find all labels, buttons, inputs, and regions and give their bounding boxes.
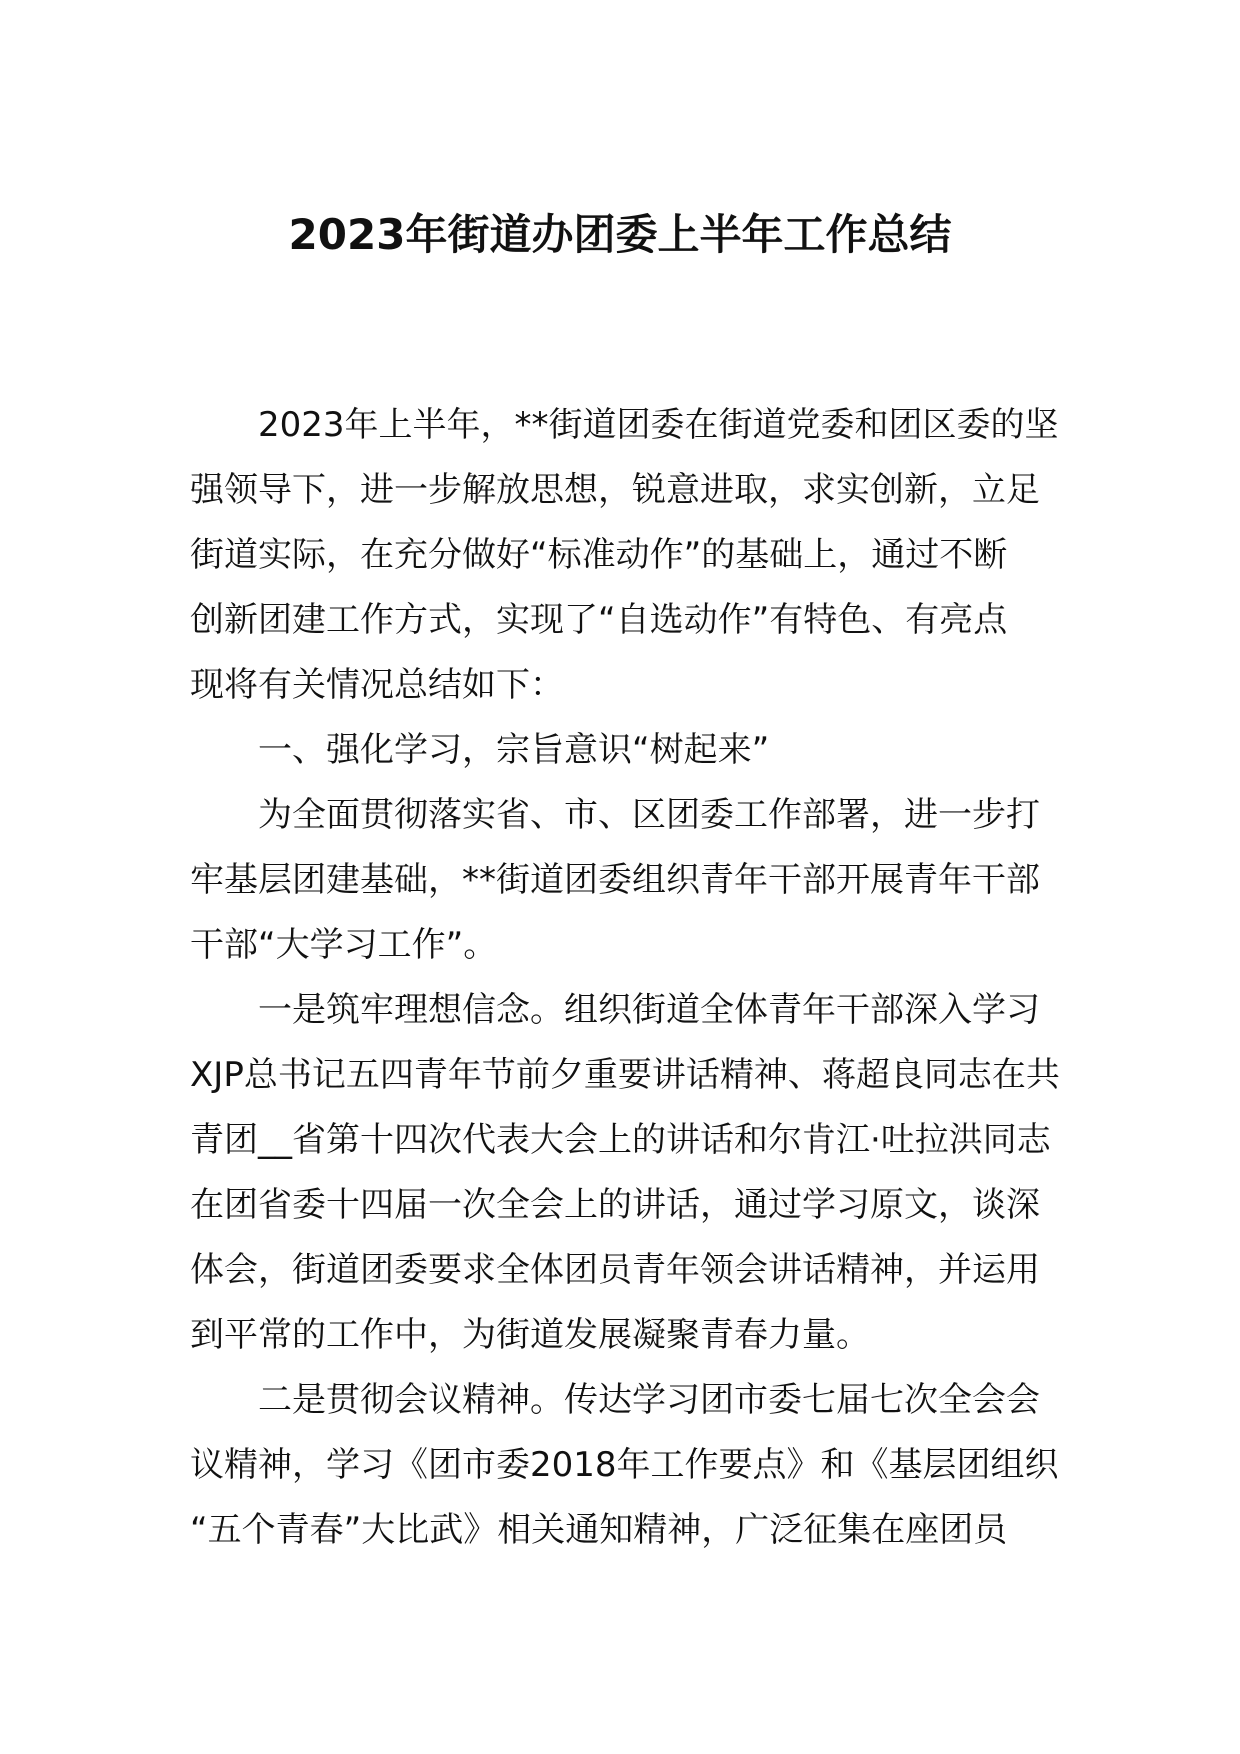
paragraph-line: 议精神，学习《团市委2018年工作要点》和《基层团组织 xyxy=(190,1445,1059,1485)
paragraph-line: 2023年上半年，**街道团委在街道党委和团区委的坚 xyxy=(258,405,1059,445)
paragraph-line: 为全面贯彻落实省、市、区团委工作部署，进一步打 xyxy=(258,795,1040,835)
document-title: 2023年街道办团委上半年工作总结 xyxy=(288,210,952,259)
paragraph-line: 二是贯彻会议精神。传达学习团市委七届七次全会会 xyxy=(258,1380,1040,1420)
paragraph-line: 在团省委十四届一次全会上的讲话，通过学习原文，谈深 xyxy=(190,1185,1040,1225)
paragraph-line: 体会，街道团委要求全体团员青年领会讲话精神，并运用 xyxy=(190,1250,1040,1290)
document-body xyxy=(190,393,1060,1563)
paragraph-line: 现将有关情况总结如下： xyxy=(190,665,564,705)
paragraph-line: 创新团建工作方式，实现了“自选动作”有特色、有亮点 xyxy=(190,600,1008,640)
paragraph-line: XJP总书记五四青年节前夕重要讲话精神、蒋超良同志在共 xyxy=(190,1055,1060,1095)
paragraph-line: 到平常的工作中，为街道发展凝聚青春力量。 xyxy=(190,1315,870,1355)
paragraph-line: 一、强化学习，宗旨意识“树起来” xyxy=(258,730,770,770)
paragraph-line: 一是筑牢理想信念。组织街道全体青年干部深入学习 xyxy=(258,990,1040,1030)
paragraph-line: 干部“大学习工作”。 xyxy=(190,925,498,965)
paragraph-line: “五个青春”大比武》相关通知精神，广泛征集在座团员 xyxy=(190,1510,1008,1550)
paragraph-line: 强领导下，进一步解放思想，锐意进取，求实创新，立足 xyxy=(190,470,1040,510)
paragraph-line: 青团__省第十四次代表大会上的讲话和尔肯江·吐拉洪同志 xyxy=(190,1120,1051,1160)
paragraph-line: 牢基层团建基础，**街道团委组织青年干部开展青年干部 xyxy=(190,860,1040,900)
paragraph-line: 街道实际，在充分做好“标准动作”的基础上，通过不断 xyxy=(190,535,1008,575)
